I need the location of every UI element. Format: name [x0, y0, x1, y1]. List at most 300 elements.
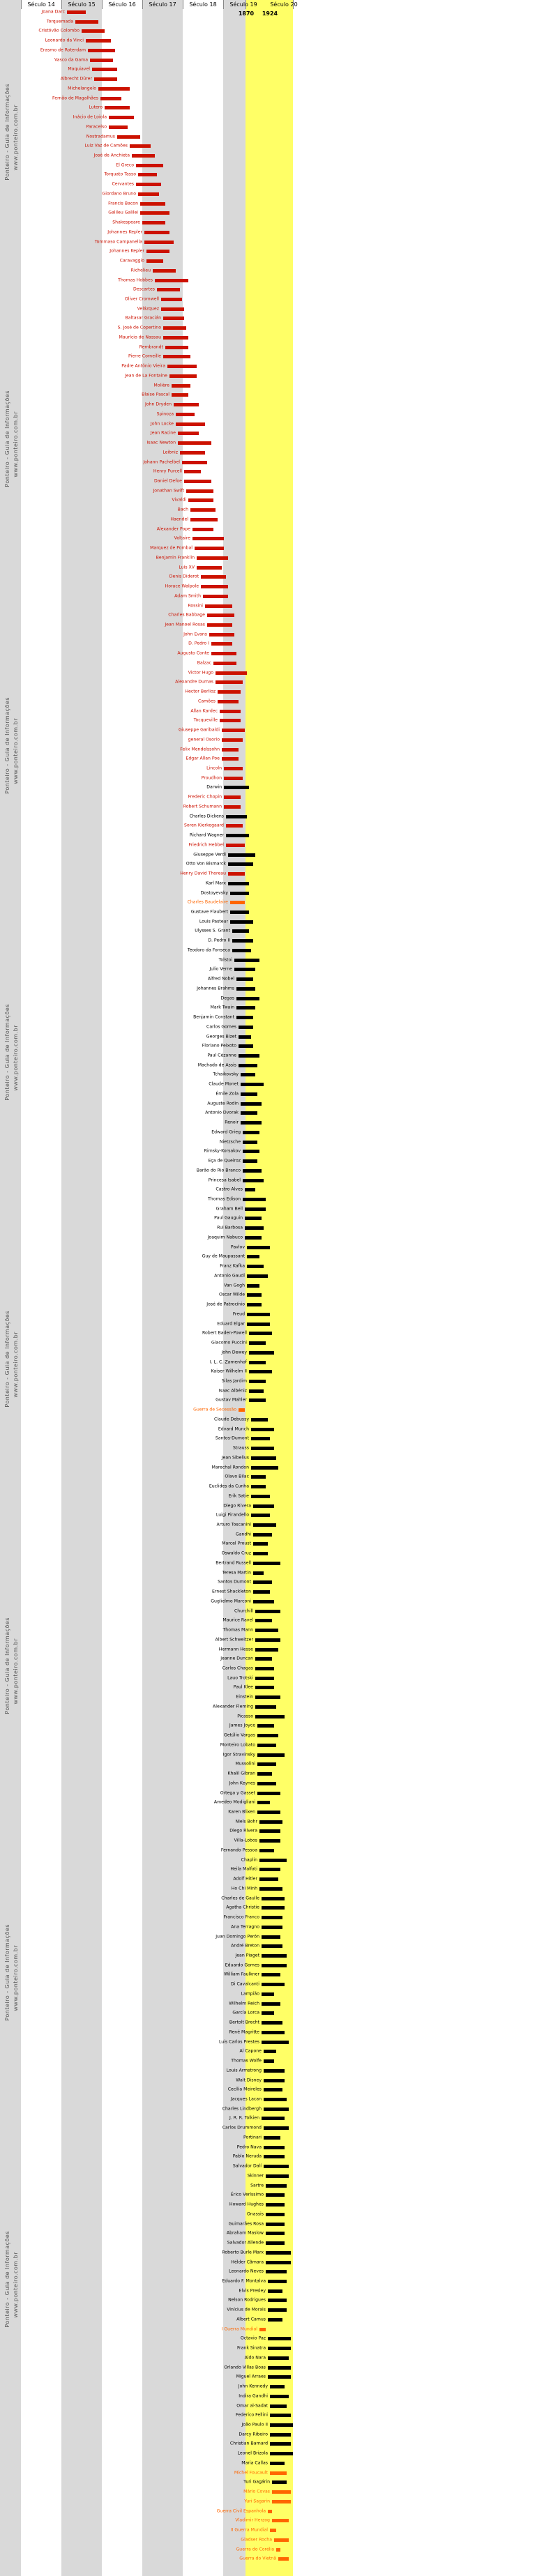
person-label: Charles de Gaulle: [221, 1896, 259, 1901]
lifespan-bar: [230, 901, 245, 904]
timeline-row: [0, 508, 544, 513]
timeline-row: [0, 900, 544, 906]
person-label: Thomas Hobbes: [118, 277, 153, 283]
person-label: Balzac: [197, 660, 211, 666]
person-label: Rui Barbosa: [217, 1225, 243, 1230]
timeline-row: [0, 546, 544, 551]
lifespan-bar: [255, 1610, 280, 1613]
lifespan-bar: [146, 250, 169, 253]
lifespan-bar: [190, 508, 216, 512]
timeline-row: [0, 2164, 544, 2170]
watermark-text: Ponteiro - Guia de Informações: [4, 1311, 10, 1408]
timeline-row: [0, 2183, 544, 2189]
timeline-row: [0, 1436, 544, 1442]
person-label: Miguel Arraes: [236, 2374, 266, 2379]
lifespan-bar: [92, 68, 117, 71]
person-label: Ulysses S. Grant: [195, 928, 230, 933]
lifespan-bar: [163, 336, 188, 340]
lifespan-bar: [167, 365, 197, 368]
person-label: Degas: [220, 996, 234, 1001]
timeline-row: [0, 278, 544, 284]
timeline-row: [0, 1398, 544, 1403]
lifespan-bar: [266, 2213, 285, 2216]
lifespan-bar: [165, 346, 188, 349]
lifespan-bar: [268, 2308, 287, 2312]
timeline-row: [0, 1705, 544, 1710]
timeline-row: [0, 201, 544, 207]
person-label: Picasso: [237, 1714, 253, 1719]
person-label: Bertolt Brecht: [229, 2020, 259, 2025]
lifespan-bar: [257, 1753, 285, 1757]
lifespan-bar: [247, 1313, 270, 1316]
timeline-row: [0, 1379, 544, 1385]
person-label: Voltaire: [174, 535, 190, 541]
person-label: Guerra Civil Espanhola: [216, 2508, 266, 2514]
lifespan-bar: [259, 1868, 280, 1871]
person-label: Mussolini: [235, 1761, 255, 1767]
person-label: Caravaggio: [119, 258, 144, 264]
year-marker: 1924: [262, 10, 278, 17]
timeline-row: [0, 211, 544, 216]
timeline-row: [0, 527, 544, 533]
timeline-row: [0, 1102, 544, 1107]
timeline-row: [0, 144, 544, 149]
person-label: Pablo Neruda: [232, 2154, 262, 2159]
lifespan-bar: [243, 1150, 259, 1153]
person-label: Guerra de Secessão: [193, 1407, 236, 1412]
person-label: Louis Armstrong: [226, 2068, 262, 2073]
person-label: S. José de Copertino: [117, 325, 161, 330]
lifespan-bar: [140, 202, 165, 206]
lifespan-bar: [163, 317, 184, 320]
person-label: Santos-Dumont: [215, 1435, 249, 1441]
lifespan-bar: [224, 805, 241, 809]
person-label: Giacomo Puccini: [211, 1340, 247, 1346]
person-label: Guerra do Vietnã: [239, 2556, 276, 2561]
person-label: general Osorio: [188, 737, 220, 742]
person-label: Marechal Rondon: [211, 1465, 249, 1470]
lifespan-bar: [192, 528, 213, 531]
person-label: Oscar Wilde: [219, 1292, 245, 1297]
person-label: Agatha Christie: [226, 1905, 259, 1910]
timeline-row: [0, 326, 544, 331]
person-label: J. R. R. Tolkien: [229, 2115, 259, 2121]
lifespan-bar: [270, 2395, 289, 2398]
lifespan-bar: [255, 1677, 274, 1680]
timeline-row: [0, 1829, 544, 1834]
lifespan-bar: [241, 1111, 257, 1115]
lifespan-bar: [216, 671, 247, 675]
lifespan-bar: [255, 1648, 278, 1652]
timeline-row: [0, 1599, 544, 1605]
timeline-row: [0, 766, 544, 772]
person-label: Orlando Villas Boas: [224, 2365, 266, 2370]
lifespan-bar: [253, 1504, 274, 1508]
lifespan-bar: [255, 1715, 285, 1718]
person-label: Antonio Gaudí: [214, 1273, 245, 1279]
timeline-row: [0, 1120, 544, 1126]
timeline-row: [0, 1350, 544, 1356]
person-label: René Magritte: [229, 2029, 259, 2035]
timeline-row: [0, 1274, 544, 1279]
lifespan-bar: [251, 1437, 270, 1440]
timeline-row: [0, 240, 544, 245]
person-label: Galileu Galilei: [108, 210, 138, 215]
lifespan-bar: [172, 393, 188, 397]
timeline-row: [0, 2145, 544, 2151]
timeline-row: [0, 594, 544, 600]
person-label: Dostoyevsky: [200, 890, 228, 896]
timeline-row: [0, 1762, 544, 1767]
lifespan-bar: [255, 1686, 274, 1689]
lifespan-bar: [270, 2433, 291, 2437]
person-label: Leibniz: [163, 450, 178, 455]
person-label: Baltasar Gracián: [125, 315, 161, 321]
lifespan-bar: [228, 882, 249, 885]
person-label: Charles Dickens: [189, 814, 224, 819]
timeline-row: [0, 2365, 544, 2371]
person-label: Maria Callas: [241, 2460, 268, 2466]
timeline-row: [0, 565, 544, 571]
timeline-row: [0, 2078, 544, 2084]
timeline-row: [0, 517, 544, 523]
lifespan-bar: [259, 1877, 278, 1881]
timeline-row: [0, 2384, 544, 2390]
timeline-row: [0, 1360, 544, 1366]
person-label: Camões: [198, 699, 216, 704]
person-label: Barão do Rio Branco: [196, 1168, 241, 1173]
lifespan-bar: [82, 29, 105, 33]
person-label: Paul Gauguin: [214, 1215, 243, 1221]
timeline-row: [0, 1953, 544, 1959]
person-label: I Guerra Mundial: [221, 2326, 257, 2332]
lifespan-bar: [201, 585, 228, 588]
person-label: Lauo Trotski: [227, 1675, 253, 1681]
lifespan-bar: [243, 1141, 257, 1144]
person-label: Cervantes: [112, 181, 134, 187]
lifespan-bar: [249, 1332, 272, 1335]
timeline-row: [0, 1149, 544, 1154]
lifespan-bar: [190, 518, 218, 521]
lifespan-bar: [255, 1695, 280, 1699]
timeline-row: [0, 891, 544, 897]
timeline-row: [0, 1264, 544, 1270]
timeline-row: [0, 1035, 544, 1040]
timeline-row: [0, 1293, 544, 1298]
person-label: Alexandre Dumas: [175, 679, 213, 685]
lifespan-bar: [241, 1092, 257, 1096]
person-label: Olavo Bilac: [225, 1474, 249, 1479]
lifespan-bar: [224, 767, 243, 770]
person-label: Mark Twain: [210, 1005, 234, 1010]
lifespan-bar: [180, 451, 205, 455]
timeline-row: [0, 249, 544, 254]
lifespan-bar: [253, 1533, 272, 1537]
timeline-row: [0, 135, 544, 140]
lifespan-bar: [90, 59, 113, 62]
watermark-url: www.ponteiro.com.br: [13, 718, 19, 784]
timeline-row: [0, 2040, 544, 2045]
timeline-row: [0, 862, 544, 867]
timeline-row: [0, 1887, 544, 1892]
lifespan-bar: [174, 403, 199, 406]
lifespan-bar: [262, 1973, 280, 1976]
timeline-row: [0, 1618, 544, 1624]
lifespan-bar: [94, 77, 117, 81]
lifespan-bar: [230, 920, 253, 924]
lifespan-bar: [144, 241, 174, 244]
timeline-row: [0, 58, 544, 63]
lifespan-bar: [245, 1207, 266, 1211]
lifespan-bar: [262, 1964, 287, 1967]
lifespan-bar: [234, 968, 255, 971]
watermark-text: Ponteiro - Guia de Informações: [4, 1004, 10, 1101]
person-label: Omar al-Sadat: [236, 2403, 268, 2409]
timeline-row: [0, 10, 544, 15]
lifespan-bar: [276, 2548, 280, 2552]
timeline-row: [0, 795, 544, 800]
person-label: Jacques Lacan: [230, 2096, 262, 2102]
lifespan-bar: [144, 231, 169, 234]
lifespan-bar: [155, 279, 188, 282]
lifespan-bar: [251, 1485, 266, 1488]
lifespan-bar: [251, 1495, 270, 1498]
lifespan-bar: [247, 1274, 268, 1278]
person-label: Luigi Pirandello: [216, 1512, 249, 1518]
lifespan-bar: [266, 2232, 285, 2235]
person-label: Erik Satie: [228, 1493, 249, 1499]
lifespan-bar: [257, 1801, 270, 1804]
person-label: Juan Domingo Perón: [216, 1934, 259, 1939]
lifespan-bar: [262, 2041, 289, 2044]
timeline-row: [0, 1896, 544, 1902]
timeline-row: [0, 2116, 544, 2121]
person-label: Jean Racine: [150, 430, 176, 436]
lifespan-bar: [272, 2519, 289, 2522]
person-label: Roberto Burle Marx: [222, 2250, 264, 2255]
timeline-row: [0, 48, 544, 54]
lifespan-bar: [182, 461, 207, 464]
lifespan-bar: [251, 1428, 274, 1431]
watermark-url: www.ponteiro.com.br: [13, 2252, 19, 2318]
timeline-row: [0, 230, 544, 236]
person-label: Lutero: [89, 105, 103, 110]
timeline-row: [0, 1092, 544, 1097]
lifespan-bar: [257, 1782, 276, 1785]
timeline-row: [0, 402, 544, 408]
timeline-row: [0, 651, 544, 657]
lifespan-bar: [249, 1370, 272, 1373]
timeline-row: [0, 1561, 544, 1567]
lifespan-bar: [262, 2031, 285, 2034]
lifespan-bar: [201, 575, 226, 579]
century-header: Século 15: [68, 1, 96, 8]
person-label: El Greco: [116, 162, 134, 168]
person-label: Vivaldi: [172, 497, 186, 503]
century-header: Século 18: [189, 1, 217, 8]
lifespan-bar: [207, 623, 232, 627]
timeline-row: [0, 2212, 544, 2218]
person-label: Elvis Presley: [239, 2288, 266, 2294]
timeline-row: [0, 1369, 544, 1375]
lifespan-bar: [268, 2337, 291, 2340]
timeline-row: [0, 1628, 544, 1633]
timeline-row: [0, 2394, 544, 2400]
lifespan-bar: [259, 1829, 280, 1833]
century-header: Século 20: [270, 1, 298, 8]
timeline-row: [0, 1580, 544, 1585]
lifespan-bar: [264, 2126, 289, 2130]
timeline-row: [0, 843, 544, 848]
timeline-row: [0, 623, 544, 628]
watermark-text: Ponteiro - Guia de Informações: [4, 2231, 10, 2328]
timeline-row: [0, 2020, 544, 2026]
person-label: Oliver Cromwell: [124, 296, 159, 302]
person-label: Henry Purcell: [153, 468, 182, 474]
timeline-row: [0, 1800, 544, 1806]
lifespan-bar: [163, 326, 186, 330]
person-label: Molière: [153, 383, 169, 388]
person-label: Heila Malfati: [230, 1866, 257, 1872]
timeline-row: [0, 460, 544, 466]
timeline-row: [0, 2231, 544, 2236]
lifespan-bar: [253, 1600, 274, 1603]
timeline-row: [0, 2413, 544, 2418]
timeline-row: [0, 718, 544, 724]
person-label: Augusto Conte: [177, 650, 209, 656]
lifespan-bar: [243, 1159, 257, 1163]
timeline-row: [0, 2308, 544, 2313]
lifespan-bar: [232, 949, 251, 952]
timeline-row: [0, 431, 544, 436]
person-label: Igor Stravinsky: [222, 1752, 255, 1758]
lifespan-bar: [266, 2223, 285, 2226]
timeline-row: [0, 2327, 544, 2333]
timeline-row: [0, 2174, 544, 2179]
timeline-row: [0, 1140, 544, 1145]
lifespan-bar: [211, 652, 236, 655]
timeline-row: [0, 1551, 544, 1557]
lifespan-bar: [262, 1926, 282, 1929]
lifespan-bar: [264, 2079, 285, 2082]
timeline-row: [0, 1982, 544, 1988]
person-label: Eduard Elgar: [217, 1321, 245, 1327]
timeline-row: [0, 1791, 544, 1797]
timeline-row: [0, 335, 544, 341]
person-label: Luís XV: [179, 565, 195, 570]
person-label: Charles Babbage: [168, 612, 205, 618]
timeline-row: [0, 469, 544, 475]
timeline-row: [0, 1015, 544, 1021]
timeline-row: [0, 1302, 544, 1308]
person-label: Gustave Flaubert: [190, 909, 228, 915]
person-label: Carlos Drummond: [222, 2125, 262, 2131]
timeline-row: [0, 1245, 544, 1251]
lifespan-bar: [249, 1389, 264, 1393]
lifespan-bar: [270, 2529, 276, 2532]
timeline-row: [0, 1322, 544, 1327]
lifespan-bar: [253, 1523, 276, 1527]
lifespan-bar: [255, 1629, 278, 1632]
timeline-row: [0, 412, 544, 418]
timeline-row: [0, 2087, 544, 2093]
timeline-row: [0, 1656, 544, 1662]
century-header: Século 17: [149, 1, 176, 8]
lifespan-bar: [249, 1361, 266, 1364]
timeline-row: [0, 2222, 544, 2227]
person-label: Mário Covas: [243, 2489, 270, 2494]
lifespan-bar: [270, 2442, 291, 2446]
timeline-row: [0, 192, 544, 197]
person-label: Benjamin Franklin: [156, 555, 195, 561]
lifespan-bar: [259, 2328, 266, 2331]
timeline-row: [0, 996, 544, 1002]
lifespan-bar: [264, 2108, 289, 2111]
person-label: García Lorca: [232, 2010, 259, 2015]
timeline-row: [0, 1733, 544, 1739]
timeline-row: [0, 948, 544, 954]
timeline-row: [0, 1771, 544, 1777]
timeline-row: [0, 613, 544, 618]
timeline-row: [0, 1666, 544, 1672]
person-label: D. Pedro II: [208, 938, 230, 943]
lifespan-bar: [259, 1849, 274, 1852]
lifespan-bar: [146, 259, 163, 263]
timeline-row: [0, 67, 544, 73]
person-label: Maurice Ravel: [222, 1617, 253, 1623]
lifespan-bar: [203, 595, 228, 598]
watermark-text: Ponteiro - Guia de Informações: [4, 697, 10, 794]
timeline-row: [0, 115, 544, 121]
timeline-row: [0, 354, 544, 360]
lifespan-bar: [232, 929, 249, 933]
lifespan-bar: [274, 2538, 289, 2542]
person-label: Francisco Franco: [223, 1914, 259, 1920]
lifespan-bar: [232, 939, 253, 943]
lifespan-bar: [270, 2423, 293, 2427]
timeline-row: [0, 910, 544, 915]
lifespan-bar: [264, 2059, 274, 2063]
timeline-row: [0, 929, 544, 934]
lifespan-bar: [264, 2136, 280, 2140]
lifespan-bar: [236, 997, 259, 1000]
timeline-row: [0, 422, 544, 427]
watermark-url: www.ponteiro.com.br: [13, 105, 19, 171]
person-label: Chaplin: [241, 1857, 257, 1863]
timeline-row: [0, 1810, 544, 1815]
lifespan-bar: [234, 959, 259, 962]
person-label: John Dryden: [144, 402, 172, 407]
timeline-row: [0, 182, 544, 188]
person-label: Amedeo Modigliani: [213, 1799, 255, 1805]
timeline-row: [0, 297, 544, 303]
lifespan-bar: [218, 700, 239, 703]
lifespan-bar: [266, 2203, 285, 2207]
person-label: Pedro Nava: [236, 2144, 262, 2150]
person-label: Vladimir Herzog: [235, 2517, 270, 2523]
person-label: Claude Monet: [209, 1081, 239, 1087]
timeline-row: [0, 441, 544, 446]
watermark-text: Ponteiro - Guia de Informações: [4, 390, 10, 487]
timeline-row: [0, 785, 544, 791]
person-label: Georges Bizet: [206, 1034, 236, 1039]
person-label: John Locke: [150, 421, 174, 427]
timeline-row: [0, 661, 544, 666]
timeline-row: [0, 1178, 544, 1184]
person-label: Marquez de Pombal: [150, 545, 192, 551]
person-label: Jonathan Swift: [153, 488, 184, 494]
person-label: Inácio de Loiola: [73, 114, 107, 120]
